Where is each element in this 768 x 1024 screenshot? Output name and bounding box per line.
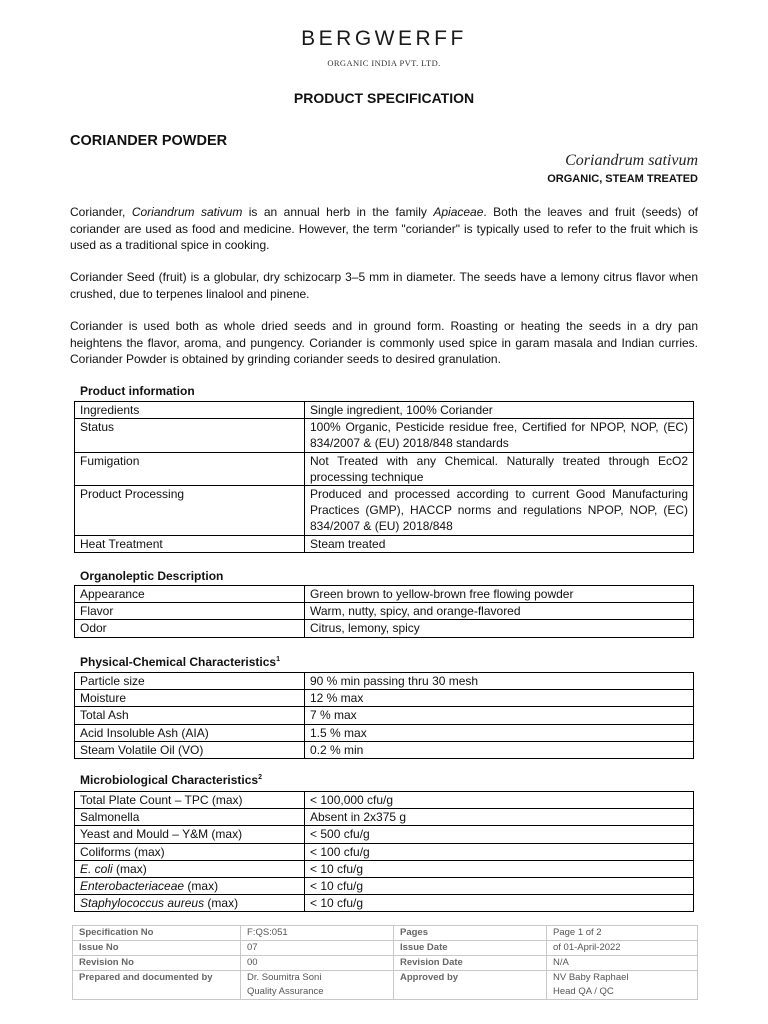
intro-family-term: Apiaceae xyxy=(433,205,484,219)
footer-value: 07 xyxy=(241,941,394,956)
table-key: Coliforms (max) xyxy=(75,843,305,860)
intro-text: . Both the leaves and fruit (seeds) of coriander are used as food and medicine. However, the term "coriander" is typically used to refer to the fruit which is used as a traditional spice in cooking. xyxy=(70,205,698,253)
table-key: Fumigation xyxy=(75,452,305,485)
table-key: Heat Treatment xyxy=(75,535,305,552)
table-value: Steam treated xyxy=(305,535,694,552)
footer-label: Revision No xyxy=(73,956,241,971)
footer-label: Specification No xyxy=(73,926,241,941)
table-row xyxy=(75,452,694,485)
table-key xyxy=(75,878,305,895)
document-title: PRODUCT SPECIFICATION xyxy=(293,90,475,106)
footnote-marker: 1 xyxy=(276,656,281,663)
organism-suffix: (max) xyxy=(204,896,239,911)
section-title-text: Physical-Chemical Characteristics xyxy=(80,655,277,669)
table-value: Single ingredient, 100% Coriander xyxy=(305,402,694,419)
table-row xyxy=(75,843,694,860)
table-value: < 10 cfu/g xyxy=(305,860,694,877)
footer-row xyxy=(73,926,698,941)
table-key: Particle size xyxy=(75,673,305,690)
intro-text: is an annual herb in the family xyxy=(242,205,434,219)
table-row xyxy=(75,724,694,741)
table-value: Green brown to yellow-brown free flowing powder xyxy=(305,586,694,603)
physchem-title xyxy=(80,655,280,669)
footer-row xyxy=(73,941,698,956)
table-row xyxy=(75,707,694,724)
table-value: Warm, nutty, spicy, and orange-flavored xyxy=(305,603,694,620)
table-key: Appearance xyxy=(75,586,305,603)
table-row xyxy=(75,603,694,620)
footer-label: Pages xyxy=(394,926,547,941)
table-value: 7 % max xyxy=(305,707,694,724)
table-key: Product Processing xyxy=(75,486,305,536)
table-row xyxy=(75,878,694,895)
table-row xyxy=(75,741,694,758)
intro-latin-term: Coriandrum sativum xyxy=(131,205,243,219)
table-row xyxy=(75,486,694,536)
intro-paragraph-3: Coriander is used both as whole dried seeds and in ground form. Roasting or heating the seeds in a dry pan heightens the flavor, aroma, and pungency. Coriander is commonly used spice in garam masala and Indian curries. Coriander Powder is obtained by grinding coriander seeds to desired granulation. xyxy=(70,319,698,367)
intro-paragraph-2: Coriander Seed (fruit) is a globular, dry schizocarp 3–5 mm in diameter. The seeds have a lemony citrus flavor when crushed, due to terpenes linalool and pinene. xyxy=(70,270,698,301)
footer-value xyxy=(547,971,698,1000)
product-info-table xyxy=(74,401,694,553)
table-value: < 10 cfu/g xyxy=(305,878,694,895)
table-value: 12 % max xyxy=(305,690,694,707)
table-value: < 100,000 cfu/g xyxy=(305,792,694,809)
table-key: Odor xyxy=(75,620,305,637)
table-value: 90 % min passing thru 30 mesh xyxy=(305,673,694,690)
table-value: Citrus, lemony, spicy xyxy=(305,620,694,637)
section-title-text: Microbiological Characteristics xyxy=(80,773,259,787)
table-value: < 100 cfu/g xyxy=(305,843,694,860)
table-key: Ingredients xyxy=(75,402,305,419)
footer-label: Prepared and documented by xyxy=(73,971,241,1000)
table-value: < 500 cfu/g xyxy=(305,826,694,843)
footer-value: Page 1 of 2 xyxy=(547,926,698,941)
footer-label: Issue Date xyxy=(394,941,547,956)
table-key: Total Plate Count – TPC (max) xyxy=(75,792,305,809)
footer-value: N/A xyxy=(547,956,698,971)
table-key: Steam Volatile Oil (VO) xyxy=(75,741,305,758)
footer-value: 00 xyxy=(241,956,394,971)
micro-title xyxy=(80,773,262,787)
table-value: Produced and processed according to current Good Manufacturing Practices (GMP), HACCP norms and regulations NPOP, NOP, (EC) 834/2007 & (EU) 2018/848 xyxy=(305,486,694,536)
table-row xyxy=(75,620,694,637)
table-key xyxy=(75,895,305,912)
footer-value xyxy=(241,971,394,1000)
product-name: CORIANDER POWDER xyxy=(70,133,228,149)
organism-name: E. coli xyxy=(80,861,113,876)
organoleptic-title: Organoleptic Description xyxy=(80,569,224,583)
footer-row xyxy=(73,971,698,1000)
table-key: Flavor xyxy=(75,603,305,620)
organism-suffix: (max) xyxy=(112,861,147,876)
approved-by-name: NV Baby Raphael xyxy=(553,972,629,983)
table-key: Total Ash xyxy=(75,707,305,724)
table-value: 1.5 % max xyxy=(305,724,694,741)
table-value: Absent in 2x375 g xyxy=(305,809,694,826)
product-latin-name: Coriandrum sativum xyxy=(565,152,698,169)
organoleptic-table xyxy=(74,585,694,638)
intro-text: Coriander, xyxy=(70,205,132,219)
prepared-by-role: Quality Assurance xyxy=(247,986,324,997)
approved-by-role: Head QA / QC xyxy=(553,986,614,997)
footer-value: F:QS:051 xyxy=(241,926,394,941)
table-key: Status xyxy=(75,419,305,452)
table-value: 0.2 % min xyxy=(305,741,694,758)
organism-suffix: (max) xyxy=(184,879,219,894)
product-info-title: Product information xyxy=(80,384,195,398)
table-row xyxy=(75,586,694,603)
footer-row xyxy=(73,956,698,971)
table-row xyxy=(75,826,694,843)
physchem-table xyxy=(74,672,694,759)
footer-label: Revision Date xyxy=(394,956,547,971)
table-row xyxy=(75,809,694,826)
table-row xyxy=(75,792,694,809)
organism-name: Enterobacteriaceae xyxy=(80,879,185,894)
table-key: Salmonella xyxy=(75,809,305,826)
footer-value: of 01-April-2022 xyxy=(547,941,698,956)
company-name: ORGANIC INDIA PVT. LTD. xyxy=(327,58,441,68)
table-key xyxy=(75,860,305,877)
table-key: Acid Insoluble Ash (AIA) xyxy=(75,724,305,741)
table-row xyxy=(75,402,694,419)
table-key: Yeast and Mould – Y&M (max) xyxy=(75,826,305,843)
table-row xyxy=(75,860,694,877)
table-value: 100% Organic, Pesticide residue free, Certified for NPOP, NOP, (EC) 834/2007 & (EU) 2018/848 standards xyxy=(305,419,694,452)
table-key: Moisture xyxy=(75,690,305,707)
table-row xyxy=(75,419,694,452)
intro-paragraph-1 xyxy=(70,204,698,254)
table-row xyxy=(75,535,694,552)
product-type: ORGANIC, STEAM TREATED xyxy=(547,173,698,185)
micro-table xyxy=(74,791,694,912)
organism-name: Staphylococcus aureus xyxy=(80,896,205,911)
footnote-marker: 2 xyxy=(258,774,262,781)
footer-label: Approved by xyxy=(394,971,547,1000)
table-value: < 10 cfu/g xyxy=(305,895,694,912)
document-control-table xyxy=(72,925,698,1000)
table-row xyxy=(75,673,694,690)
footer-label: Issue No xyxy=(73,941,241,956)
brand-logo: BERGWERFF xyxy=(301,27,467,50)
table-value: Not Treated with any Chemical. Naturally treated through EcO2 processing technique xyxy=(305,452,694,485)
prepared-by-name: Dr. Soumitra Soni xyxy=(247,972,322,983)
table-row xyxy=(75,690,694,707)
table-row xyxy=(75,895,694,912)
